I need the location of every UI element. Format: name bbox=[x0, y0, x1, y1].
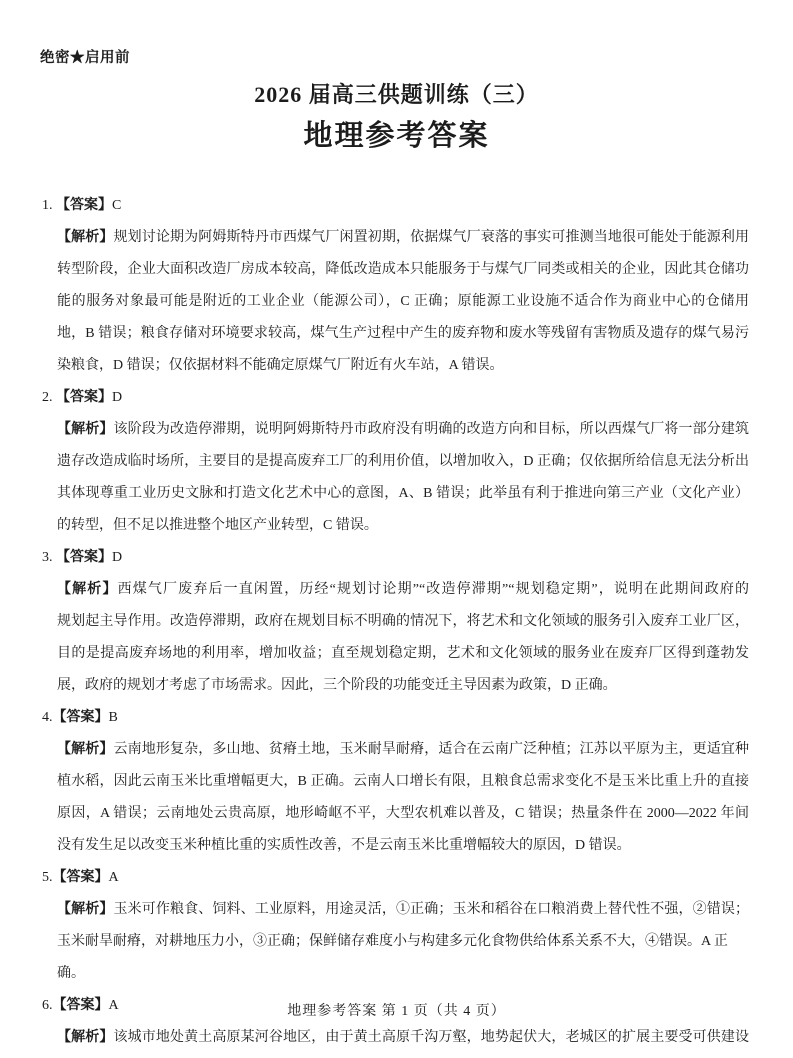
explanation-text: 西煤气厂废弃后一直闲置，历经“规划讨论期”“改造停滞期”“规划稳定期”，说明在此期间政府的 bbox=[117, 582, 750, 597]
answer-marker: 【答案】 bbox=[56, 390, 112, 405]
item-number: 4. bbox=[42, 710, 53, 725]
explanation-text: 该阶段为改造停滞期，说明阿姆斯特丹市政府没有明确的改造方向和目标，所以西煤气厂将一部分建筑 bbox=[113, 422, 749, 437]
explanation-line: 规划起主导作用。改造停滞期，政府在规划目标不明确的情况下，将艺术和文化领域的服务引入废弃工业厂区， bbox=[57, 614, 749, 629]
item-number: 5. bbox=[42, 870, 53, 885]
explanation-line bbox=[57, 894, 749, 926]
explanation-line bbox=[57, 222, 749, 254]
answer-value: A bbox=[108, 870, 119, 885]
explanation bbox=[57, 222, 749, 382]
answer-value: A bbox=[108, 998, 119, 1013]
explanation-line: 展，政府的规划才考虑了市场需求。因此，三个阶段的功能变迁主导因素为政策，D 正确。 bbox=[57, 678, 617, 693]
explanation bbox=[57, 414, 749, 542]
explanation-line: 遗存改造成临时场所，主要目的是提高废弃工厂的利用价值，以增加收入，D 正确；仅依据所给信息无法分析出 bbox=[57, 454, 749, 469]
exam-title: 2026 届高三供题训练（三） bbox=[254, 82, 539, 107]
answer-marker: 【答案】 bbox=[52, 998, 109, 1013]
explanation-line: 植水稻，因此云南玉米比重增幅更大，B 正确。云南人口增长有限，且粮食总需求变化不是玉米比重上升的直接 bbox=[57, 774, 749, 789]
explanation-marker: 【解析】 bbox=[57, 902, 114, 917]
explanation-line: 地，B 错误；粮食存储对环境要求较高，煤气生产过程中产生的废弃物和废水等残留有害物质及遗存的煤气易污 bbox=[57, 326, 749, 341]
explanation-line: 染粮食，D 错误；仅依据材料不能确定原煤气厂附近有火车站，A 错误。 bbox=[57, 358, 504, 373]
item-number: 2. bbox=[42, 390, 56, 405]
explanation-text: 云南地形复杂，多山地、贫瘠土地，玉米耐旱耐瘠，适合在云南广泛种植；江苏以平原为主，更适宜种 bbox=[113, 742, 749, 757]
explanation-marker: 【解析】 bbox=[57, 1030, 114, 1045]
explanation-line: 原因，A 错误；云南地处云贵高原，地形崎岖不平，大型农机难以普及，C 错误；热量条件在 2000—2022 年间 bbox=[57, 806, 749, 821]
page-footer: 地理参考答案 第 1 页（共 4 页） bbox=[287, 1004, 506, 1019]
answer-marker: 【答案】 bbox=[56, 198, 112, 213]
answer-item bbox=[42, 542, 749, 702]
page-title: 地理参考答案 bbox=[303, 120, 490, 152]
answers-list bbox=[42, 190, 749, 1054]
explanation-text: 该城市地处黄土高原某河谷地区，由于黄土高原千沟万壑，地势起伏大，老城区的扩展主要受可供建设 bbox=[113, 1030, 749, 1045]
answer-line bbox=[42, 190, 749, 222]
explanation-text: 玉米可作粮食、饲料、工业原料，用途灵活，①正确；玉米和稻谷在口粮消费上替代性不强，②错误； bbox=[113, 902, 749, 917]
explanation bbox=[57, 894, 749, 990]
answer-item bbox=[42, 702, 749, 862]
explanation-line: 没有发生足以改变玉米种植比重的实质性改善，不是云南玉米比重增幅较大的原因，D 错误。 bbox=[57, 838, 631, 853]
explanation-line bbox=[57, 1022, 749, 1054]
explanation-text: 规划讨论期为阿姆斯特丹市西煤气厂闲置初期，依据煤气厂衰落的事实可推测当地很可能处于能源利用 bbox=[113, 230, 749, 245]
explanation-marker: 【解析】 bbox=[57, 582, 118, 597]
item-number: 6. bbox=[42, 998, 53, 1013]
explanation-marker: 【解析】 bbox=[57, 742, 114, 757]
item-number: 1. bbox=[42, 198, 56, 213]
explanation-line: 目的是提高废弃场地的利用率，增加收益；直至规划稳定期，艺术和文化领域的服务业在废弃厂区得到蓬勃发 bbox=[57, 646, 749, 661]
explanation-line bbox=[57, 414, 749, 446]
explanation-line bbox=[57, 574, 749, 606]
answer-item bbox=[42, 382, 749, 542]
answer-item bbox=[42, 862, 749, 990]
explanation-line: 能的服务对象最可能是附近的工业企业（能源公司），C 正确；原能源工业设施不适合作为商业中心的仓储用 bbox=[57, 294, 749, 309]
explanation bbox=[57, 1022, 749, 1054]
answer-value: B bbox=[108, 710, 118, 725]
explanation-line bbox=[57, 734, 749, 766]
item-number: 3. bbox=[42, 550, 56, 565]
answer-marker: 【答案】 bbox=[52, 710, 109, 725]
explanation-line: 的转型，但不足以推进整个地区产业转型，C 错误。 bbox=[57, 518, 378, 533]
answer-value: D bbox=[112, 390, 123, 405]
explanation-line: 玉米耐旱耐瘠，对耕地压力小，③正确；保鲜储存难度小与构建多元化食物供给体系关系不大，④错误。A 正确。 bbox=[57, 934, 728, 981]
answer-marker: 【答案】 bbox=[52, 870, 109, 885]
explanation bbox=[57, 574, 749, 702]
explanation-line: 转型阶段，企业大面积改造厂房成本较高，降低改造成本只能服务于与煤气厂同类或相关的企业，因此其仓储功 bbox=[57, 262, 749, 277]
answer-line bbox=[42, 542, 749, 574]
answer-line bbox=[42, 702, 749, 734]
explanation-line: 其体现尊重工业历史文脉和打造文化艺术中心的意图，A、B 错误；此举虽有利于推进向第三产业（文化产业） bbox=[57, 486, 749, 501]
answer-marker: 【答案】 bbox=[56, 550, 112, 565]
answer-value: D bbox=[112, 550, 123, 565]
answer-line bbox=[42, 862, 749, 894]
explanation-marker: 【解析】 bbox=[57, 422, 114, 437]
explanation bbox=[57, 734, 749, 862]
security-label: 绝密★启用前 bbox=[40, 50, 130, 66]
answer-value: C bbox=[112, 198, 122, 213]
answer-line bbox=[42, 382, 749, 414]
explanation-marker: 【解析】 bbox=[57, 230, 114, 245]
answer-item bbox=[42, 190, 749, 382]
